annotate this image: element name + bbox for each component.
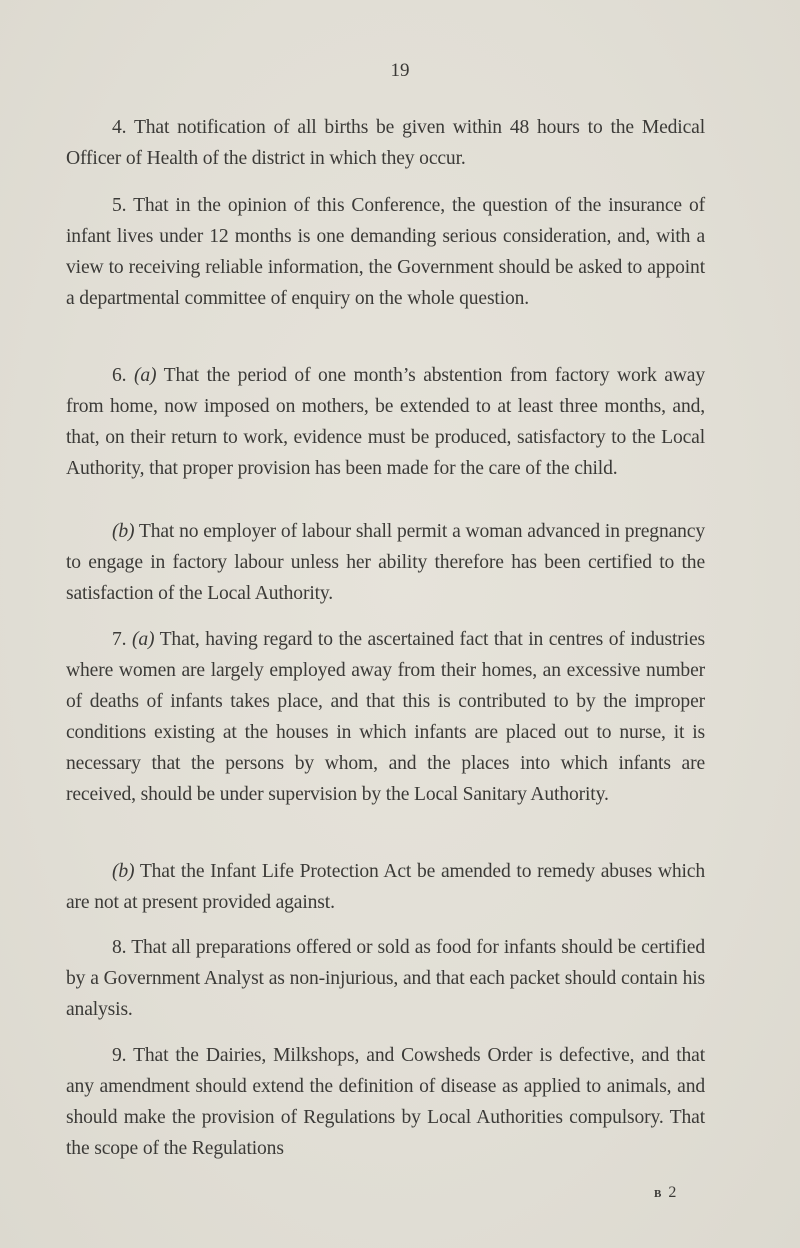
page-number: 19: [390, 60, 410, 81]
paragraph-7a: [66, 624, 705, 810]
paragraph-text: That all preparations offered or sold as food for infants should be certified by a Government Analyst as non-injurious, and that each packet should contain his analysis.: [66, 937, 705, 1020]
paragraph-text: That in the opinion of this Conference, the question of the insurance of infant lives under 12 months is one demanding serious consideration, and, with a view to receiving reliable information, the Government should be asked to appoint a departmental committee of enquiry on the whole question.: [66, 195, 705, 309]
signature-mark: [654, 1184, 677, 1202]
paragraph-6a: [66, 360, 705, 484]
paragraph-label: 5.: [112, 195, 127, 216]
paragraph-text: That the period of one month’s abstention from factory work away from home, now imposed on mothers, be extended to at least three months, and, that, on their return to work, evidence must be produced, satisfactory to the Local Authority, that proper provision has been made for the care of the child.: [66, 365, 705, 479]
paragraph-sub-label: (a): [134, 365, 157, 386]
paragraph-4: [66, 112, 705, 174]
paragraph-text: That no employer of labour shall permit a woman advanced in pregnancy to engage in factory labour unless her ability therefore has been certified to the satisfaction of the Local Authority.: [66, 521, 705, 604]
signature-number: 2: [668, 1184, 678, 1201]
paragraph-text: That notification of all births be given within 48 hours to the Medical Officer of Health of the district in which they occur.: [66, 117, 705, 169]
paragraph-label: 8.: [112, 937, 127, 958]
signature-letter: B: [654, 1188, 663, 1200]
paragraph-label: 4.: [112, 117, 127, 138]
paragraph-6b: [66, 516, 705, 609]
paragraph-5: [66, 190, 705, 314]
paragraph-sub-label: (a): [131, 629, 155, 650]
paragraph-text: That, having regard to the ascertained fact that in centres of industries where women are largely employed away from their homes, an excessive number of deaths of infants takes place, and that this is contributed to by the improper conditions existing at the houses in which infants are placed out to nurse, it is necessary that the persons by whom, and the places into which infants are received, should be under supervision by the Local Sanitary Authority.: [66, 629, 706, 805]
paragraph-text: That the Dairies, Milkshops, and Cowsheds Order is defective, and that any amendment should extend the definition of disease as applied to animals, and should make the provision of Regulations by Local Authorities compulsory. That the scope of the Regulations: [66, 1045, 705, 1159]
paragraph-7b: [66, 856, 705, 918]
paragraph-9: [66, 1040, 705, 1164]
paragraph-sub-label: (b): [112, 521, 135, 542]
paragraph-label: 6.: [112, 365, 127, 386]
paragraph-sub-label: (b): [112, 861, 135, 882]
paragraph-label: 7.: [112, 629, 127, 650]
paragraph-label: 9.: [112, 1045, 127, 1066]
paragraph-text: That the Infant Life Protection Act be amended to remedy abuses which are not at present provided against.: [66, 861, 705, 913]
paragraph-8: [66, 932, 705, 1025]
